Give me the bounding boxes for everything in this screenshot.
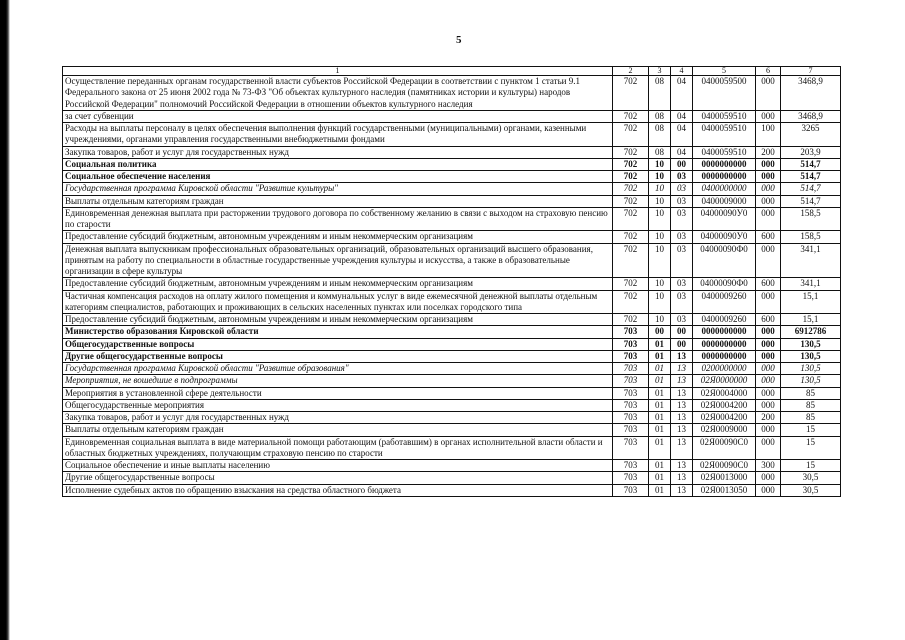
ministry-code: 703 — [613, 375, 649, 387]
section-code: 01 — [649, 338, 671, 350]
ministry-code: 703 — [613, 399, 649, 411]
section-code: 01 — [649, 424, 671, 436]
target-article-code: 0000000000 — [693, 338, 756, 350]
subsection-code: 04 — [671, 110, 693, 122]
amount: 85 — [781, 387, 841, 399]
subsection-code: 00 — [671, 338, 693, 350]
subsection-code: 13 — [671, 460, 693, 472]
target-article-code: 02Я0004200 — [693, 399, 756, 411]
section-code: 01 — [649, 460, 671, 472]
target-article-code: 0000000000 — [693, 326, 756, 338]
row-description: Исполнение судебных актов по обращению взыскания на средства областного бюджета — [63, 484, 613, 496]
column-number-row — [63, 67, 841, 76]
table-row — [63, 278, 841, 290]
section-code: 01 — [649, 412, 671, 424]
section-code: 10 — [649, 183, 671, 195]
row-description: Единовременная денежная выплата при расторжении трудового договора по собственному желанию в связи с выходом на страховую пенсию по старости — [63, 207, 613, 231]
section-code: 10 — [649, 314, 671, 326]
table-row — [63, 436, 841, 460]
expense-type-code: 300 — [756, 460, 781, 472]
target-article-code: 0400009260 — [693, 314, 756, 326]
ministry-code: 702 — [613, 231, 649, 243]
subsection-code: 13 — [671, 484, 693, 496]
expense-type-code: 200 — [756, 412, 781, 424]
subsection-code: 13 — [671, 424, 693, 436]
ministry-code: 702 — [613, 314, 649, 326]
row-description: Мероприятия в установленной сфере деятельности — [63, 387, 613, 399]
ministry-code: 703 — [613, 424, 649, 436]
subsection-code: 13 — [671, 472, 693, 484]
ministry-code: 703 — [613, 338, 649, 350]
section-code: 08 — [649, 110, 671, 122]
section-code: 00 — [649, 326, 671, 338]
target-article-code: 02Я00090С0 — [693, 460, 756, 472]
column-header: 2 — [613, 67, 649, 76]
row-description: Закупка товаров, работ и услуг для государственных нужд — [63, 412, 613, 424]
row-description: Социальное обеспечение и иные выплаты населению — [63, 460, 613, 472]
amount: 15,1 — [781, 290, 841, 314]
ministry-code: 702 — [613, 110, 649, 122]
amount: 3468,9 — [781, 76, 841, 111]
amount: 514,7 — [781, 171, 841, 183]
subsection-code: 04 — [671, 123, 693, 147]
amount: 130,5 — [781, 338, 841, 350]
table-row — [63, 195, 841, 207]
expense-type-code: 000 — [756, 207, 781, 231]
section-code: 10 — [649, 195, 671, 207]
target-article-code: 0000000000 — [693, 350, 756, 362]
table-row — [63, 158, 841, 170]
subsection-code: 03 — [671, 195, 693, 207]
section-code: 01 — [649, 484, 671, 496]
section-code: 08 — [649, 123, 671, 147]
scan-edge — [0, 0, 10, 640]
amount: 514,7 — [781, 158, 841, 170]
ministry-code: 703 — [613, 387, 649, 399]
table-row — [63, 387, 841, 399]
section-code: 01 — [649, 350, 671, 362]
table-row — [63, 363, 841, 375]
expense-type-code: 000 — [756, 183, 781, 195]
subsection-code: 13 — [671, 436, 693, 460]
expense-type-code: 600 — [756, 314, 781, 326]
target-article-code: 0000000000 — [693, 171, 756, 183]
amount: 130,5 — [781, 363, 841, 375]
row-description: Социальное обеспечение населения — [63, 171, 613, 183]
table-row — [63, 171, 841, 183]
table-row — [63, 460, 841, 472]
amount: 30,5 — [781, 484, 841, 496]
section-code: 01 — [649, 375, 671, 387]
section-code: 10 — [649, 231, 671, 243]
section-code: 01 — [649, 387, 671, 399]
target-article-code: 02Я0004200 — [693, 412, 756, 424]
amount: 130,5 — [781, 375, 841, 387]
subsection-code: 03 — [671, 207, 693, 231]
expense-type-code: 000 — [756, 387, 781, 399]
column-header: 7 — [781, 67, 841, 76]
target-article-code: 04000090У0 — [693, 207, 756, 231]
section-code: 10 — [649, 243, 671, 278]
row-description: Министерство образования Кировской области — [63, 326, 613, 338]
section-code: 08 — [649, 76, 671, 111]
expense-type-code: 000 — [756, 363, 781, 375]
row-description: Мероприятия, не вошедшие в подпрограммы — [63, 375, 613, 387]
expense-type-code: 000 — [756, 375, 781, 387]
target-article-code: 02Я0013050 — [693, 484, 756, 496]
amount: 341,1 — [781, 278, 841, 290]
expense-type-code: 000 — [756, 338, 781, 350]
table-row — [63, 350, 841, 362]
amount: 3265 — [781, 123, 841, 147]
target-article-code: 02Я0013000 — [693, 472, 756, 484]
column-header: 6 — [756, 67, 781, 76]
ministry-code: 703 — [613, 326, 649, 338]
row-description: Другие общегосударственные вопросы — [63, 472, 613, 484]
ministry-code: 703 — [613, 350, 649, 362]
expense-type-code: 000 — [756, 424, 781, 436]
row-description: Предоставление субсидий бюджетным, автономным учреждениям и иным некоммерческим организациям — [63, 278, 613, 290]
ministry-code: 702 — [613, 171, 649, 183]
subsection-code: 00 — [671, 326, 693, 338]
row-description: Другие общегосударственные вопросы — [63, 350, 613, 362]
amount: 85 — [781, 399, 841, 411]
ministry-code: 702 — [613, 123, 649, 147]
ministry-code: 702 — [613, 146, 649, 158]
row-description: Выплаты отдельным категориям граждан — [63, 424, 613, 436]
target-article-code: 0400059510 — [693, 123, 756, 147]
expense-type-code: 000 — [756, 399, 781, 411]
target-article-code: 0200000000 — [693, 363, 756, 375]
column-header: 5 — [693, 67, 756, 76]
target-article-code: 02Я0000000 — [693, 375, 756, 387]
table-row — [63, 183, 841, 195]
amount: 15 — [781, 436, 841, 460]
section-code: 10 — [649, 207, 671, 231]
expense-type-code: 100 — [756, 123, 781, 147]
table-row — [63, 123, 841, 147]
subsection-code: 03 — [671, 243, 693, 278]
ministry-code: 703 — [613, 472, 649, 484]
ministry-code: 703 — [613, 363, 649, 375]
amount: 158,5 — [781, 231, 841, 243]
target-article-code: 0400009000 — [693, 195, 756, 207]
subsection-code: 04 — [671, 76, 693, 111]
expense-type-code: 600 — [756, 278, 781, 290]
table-row — [63, 207, 841, 231]
row-description: Государственная программа Кировской области "Развитие культуры" — [63, 183, 613, 195]
ministry-code: 702 — [613, 290, 649, 314]
expense-type-code: 600 — [756, 231, 781, 243]
expense-type-code: 000 — [756, 436, 781, 460]
expense-type-code: 000 — [756, 76, 781, 111]
amount: 203,9 — [781, 146, 841, 158]
table-row — [63, 231, 841, 243]
table-row — [63, 314, 841, 326]
section-code: 01 — [649, 363, 671, 375]
ministry-code: 703 — [613, 436, 649, 460]
row-description: Социальная политика — [63, 158, 613, 170]
amount: 15 — [781, 424, 841, 436]
ministry-code: 702 — [613, 207, 649, 231]
amount: 6912786 — [781, 326, 841, 338]
subsection-code: 13 — [671, 375, 693, 387]
table-row — [63, 76, 841, 111]
target-article-code: 02Я0004000 — [693, 387, 756, 399]
table-row — [63, 110, 841, 122]
expense-type-code: 200 — [756, 146, 781, 158]
section-code: 10 — [649, 278, 671, 290]
expense-type-code: 000 — [756, 243, 781, 278]
table-row — [63, 326, 841, 338]
expense-type-code: 000 — [756, 195, 781, 207]
section-code: 01 — [649, 472, 671, 484]
ministry-code: 703 — [613, 460, 649, 472]
section-code: 10 — [649, 158, 671, 170]
subsection-code: 03 — [671, 314, 693, 326]
table-row — [63, 399, 841, 411]
table-row — [63, 484, 841, 496]
subsection-code: 13 — [671, 350, 693, 362]
column-header: 1 — [63, 67, 613, 76]
ministry-code: 702 — [613, 243, 649, 278]
row-description: Денежная выплата выпускникам профессиональных образовательных организаций, образовательных организаций высшего образования, принятым на работу по специальности в областные государственные учреждения культуры и искусства, а также в образовательные организации в сфере культуры — [63, 243, 613, 278]
section-code: 10 — [649, 290, 671, 314]
table-row — [63, 146, 841, 158]
target-article-code: 02Я0009000 — [693, 424, 756, 436]
amount: 15 — [781, 460, 841, 472]
row-description: за счет субвенции — [63, 110, 613, 122]
ministry-code: 703 — [613, 484, 649, 496]
expense-type-code: 000 — [756, 110, 781, 122]
subsection-code: 03 — [671, 278, 693, 290]
subsection-code: 04 — [671, 146, 693, 158]
subsection-code: 13 — [671, 399, 693, 411]
column-header: 4 — [671, 67, 693, 76]
target-article-code: 04000090Ф0 — [693, 278, 756, 290]
row-description: Общегосударственные вопросы — [63, 338, 613, 350]
row-description: Единовременная социальная выплата в виде материальной помощи работающим (работавшим) в органах исполнительной власти области и областных бюджетных учреждениях, получающим страховую пенсию по старости — [63, 436, 613, 460]
amount: 3468,9 — [781, 110, 841, 122]
table-row — [63, 338, 841, 350]
amount: 30,5 — [781, 472, 841, 484]
ministry-code: 702 — [613, 278, 649, 290]
target-article-code: 0400000000 — [693, 183, 756, 195]
row-description: Расходы на выплаты персоналу в целях обеспечения выполнения функций государственными (муниципальными) органами, казенными учреждениями, органами управления государственными внебюджетными фондами — [63, 123, 613, 147]
column-header: 3 — [649, 67, 671, 76]
amount: 158,5 — [781, 207, 841, 231]
ministry-code: 702 — [613, 195, 649, 207]
row-description: Закупка товаров, работ и услуг для государственных нужд — [63, 146, 613, 158]
table-row — [63, 472, 841, 484]
subsection-code: 13 — [671, 363, 693, 375]
section-code: 10 — [649, 171, 671, 183]
table-row — [63, 424, 841, 436]
subsection-code: 00 — [671, 158, 693, 170]
target-article-code: 0400059510 — [693, 110, 756, 122]
section-code: 01 — [649, 436, 671, 460]
subsection-code: 03 — [671, 290, 693, 314]
expense-type-code: 000 — [756, 171, 781, 183]
budget-table — [62, 66, 841, 497]
row-description: Осуществление переданных органам государственной власти субъектов Российской Федерации в соответствии с пунктом 1 статьи 9.1 Федерального закона от 25 июня 2002 года № 73-ФЗ "Об объектах культурного наследия (памятниках истории и культуры) народов Российской Федерации" полномочий Российской Федерации в отношении объектов культурного наследия — [63, 76, 613, 111]
target-article-code: 02Я00090С0 — [693, 436, 756, 460]
ministry-code: 702 — [613, 183, 649, 195]
subsection-code: 13 — [671, 412, 693, 424]
ministry-code: 702 — [613, 158, 649, 170]
expense-type-code: 000 — [756, 158, 781, 170]
expense-type-code: 000 — [756, 290, 781, 314]
expense-type-code: 000 — [756, 326, 781, 338]
amount: 15,1 — [781, 314, 841, 326]
row-description: Общегосударственные мероприятия — [63, 399, 613, 411]
section-code: 01 — [649, 399, 671, 411]
section-code: 08 — [649, 146, 671, 158]
ministry-code: 703 — [613, 412, 649, 424]
target-article-code: 0400009260 — [693, 290, 756, 314]
amount: 514,7 — [781, 183, 841, 195]
table-row — [63, 412, 841, 424]
target-article-code: 0000000000 — [693, 158, 756, 170]
table-row — [63, 243, 841, 278]
amount: 341,1 — [781, 243, 841, 278]
subsection-code: 13 — [671, 387, 693, 399]
row-description: Предоставление субсидий бюджетным, автономным учреждениям и иным некоммерческим организациям — [63, 314, 613, 326]
amount: 85 — [781, 412, 841, 424]
expense-type-code: 000 — [756, 484, 781, 496]
amount: 514,7 — [781, 195, 841, 207]
subsection-code: 03 — [671, 183, 693, 195]
table-row — [63, 290, 841, 314]
target-article-code: 04000090У0 — [693, 231, 756, 243]
row-description: Частичная компенсация расходов на оплату жилого помещения и коммунальных услуг в виде ежемесячной денежной выплаты отдельным категориям специалистов, работающих и проживающих в сельских населенных пунктах или поселках городского типа — [63, 290, 613, 314]
row-description: Государственная программа Кировской области "Развитие образования" — [63, 363, 613, 375]
amount: 130,5 — [781, 350, 841, 362]
subsection-code: 03 — [671, 171, 693, 183]
target-article-code: 04000090Ф0 — [693, 243, 756, 278]
row-description: Предоставление субсидий бюджетным, автономным учреждениям и иным некоммерческим организациям — [63, 231, 613, 243]
expense-type-code: 000 — [756, 472, 781, 484]
expense-type-code: 000 — [756, 350, 781, 362]
ministry-code: 702 — [613, 76, 649, 111]
subsection-code: 03 — [671, 231, 693, 243]
target-article-code: 0400059500 — [693, 76, 756, 111]
row-description: Выплаты отдельным категориям граждан — [63, 195, 613, 207]
table-row — [63, 375, 841, 387]
target-article-code: 0400059510 — [693, 146, 756, 158]
page-number: 5 — [456, 34, 462, 46]
